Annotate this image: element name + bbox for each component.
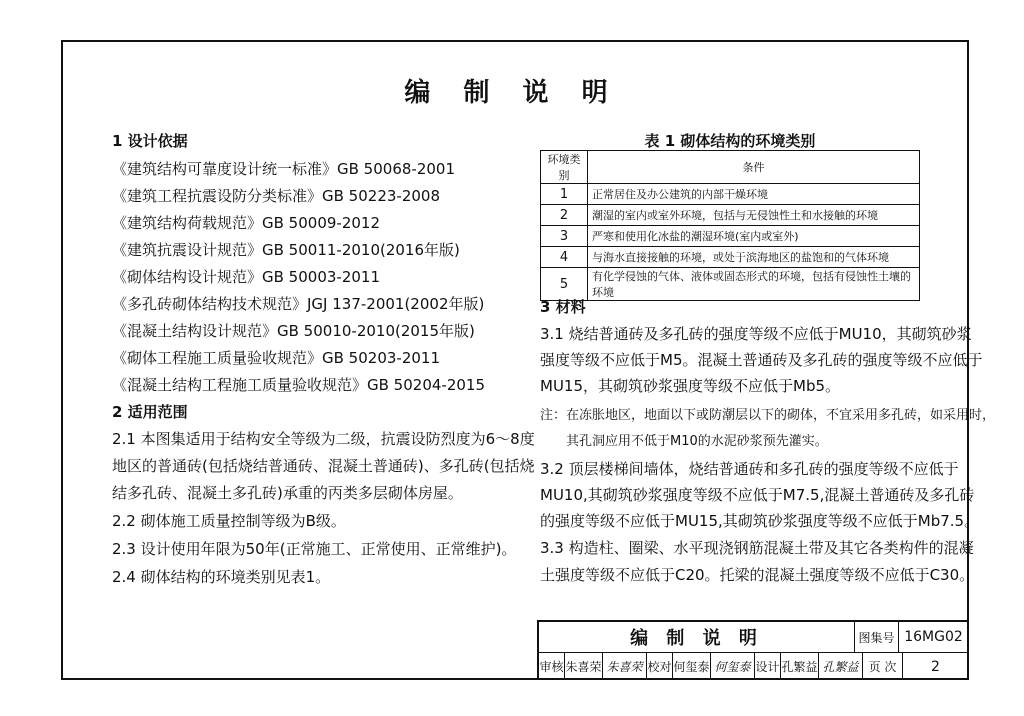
section-heading-materials: 3 材料: [540, 298, 586, 316]
scope-line: 地区的普通砖(包括烧结普通砖、混凝土普通砖)、多孔砖(包括烧: [112, 457, 535, 475]
title-block-title: 编 制 说 明: [539, 622, 855, 652]
table-cell-category: 5: [541, 268, 588, 301]
page-label: 页 次: [863, 653, 903, 680]
scope-line: 2.2 砌体施工质量控制等级为B级。: [112, 512, 346, 530]
table-header-condition: 条件: [588, 151, 920, 184]
table-cell-condition: 与海水直接接触的环境，或处于滨海地区的盐饱和的气体环境: [588, 247, 920, 268]
table-cell-condition: 潮湿的室内或室外环境，包括与无侵蚀性土和水接触的环境: [588, 205, 920, 226]
scope-line: 2.4 砌体结构的环境类别见表1。: [112, 568, 331, 586]
basis-item: 《砌体结构设计规范》GB 50003-2011: [112, 268, 380, 286]
materials-line: 3.2 顶层楼梯间墙体，烧结普通砖和多孔砖的强度等级不应低于: [540, 460, 959, 478]
designer-signature: 孔繁益: [819, 653, 863, 680]
materials-line: 的强度等级不应低于MU15,其砌筑砂浆强度等级不应低于Mb7.5。: [540, 512, 980, 530]
title-block-row: [537, 652, 969, 680]
table-row: [541, 247, 920, 268]
table-row: [541, 205, 920, 226]
table-cell-category: 2: [541, 205, 588, 226]
table-cell-category: 4: [541, 247, 588, 268]
scope-line: 2.1 本图集适用于结构安全等级为二级，抗震设防烈度为6～8度: [112, 430, 535, 448]
reviewer-name: 朱喜荣: [565, 653, 603, 680]
table-row: [541, 226, 920, 247]
table-header-category: 环境类别: [541, 151, 588, 184]
basis-item: 《多孔砖砌体结构技术规范》JGJ 137-2001(2002年版): [112, 295, 485, 313]
review-label: 审核: [539, 653, 565, 680]
scope-line: 2.3 设计使用年限为50年(正常施工、正常使用、正常维护)。: [112, 540, 517, 558]
design-label: 设计: [755, 653, 781, 680]
table-cell-category: 3: [541, 226, 588, 247]
materials-line: 土强度等级不应低于C20。托梁的混凝土强度等级不应低于C30。: [540, 566, 975, 584]
check-label: 校对: [647, 653, 673, 680]
table-cell-condition: 严寒和使用化冰盐的潮湿环境(室内或室外): [588, 226, 920, 247]
materials-line: 3.3 构造柱、圈梁、水平现浇钢筋混凝土带及其它各类构件的混凝: [540, 539, 974, 557]
basis-item: 《混凝土结构工程施工质量验收规范》GB 50204-2015: [112, 376, 485, 394]
table-cell-category: 1: [541, 184, 588, 205]
materials-note: 注：在冻胀地区，地面以下或防潮层以下的砌体，不宜采用多孔砖，如采用时，: [540, 408, 996, 423]
designer-name: 孔繁益: [781, 653, 819, 680]
materials-note: 其孔洞应用不低于M10的水泥砂浆预先灌实。: [566, 434, 828, 449]
scope-line: 结多孔砖、混凝土多孔砖)承重的丙类多层砌体房屋。: [112, 484, 463, 502]
title-block-row: [537, 620, 969, 652]
basis-item: 《建筑抗震设计规范》GB 50011-2010(2016年版): [112, 241, 460, 259]
table-row: [541, 184, 920, 205]
page-title: 编 制 说 明: [404, 78, 620, 108]
checker-signature: 何玺泰: [711, 653, 755, 680]
table-row: [541, 268, 920, 301]
materials-line: 3.1 烧结普通砖及多孔砖的强度等级不应低于MU10，其砌筑砂浆: [540, 325, 972, 343]
environment-table: [540, 150, 920, 301]
materials-line: MU15，其砌筑砂浆强度等级不应低于Mb5。: [540, 377, 841, 395]
page-number: 2: [903, 653, 969, 680]
table-cell-condition: 正常居住及办公建筑的内部干燥环境: [588, 184, 920, 205]
table-caption: 表 1 砌体结构的环境类别: [644, 132, 816, 150]
basis-item: 《混凝土结构设计规范》GB 50010-2010(2015年版): [112, 322, 475, 340]
section-heading-design-basis: 1 设计依据: [112, 132, 188, 150]
atlas-number: 16MG02: [899, 622, 969, 652]
checker-name: 何玺泰: [673, 653, 711, 680]
title-block: [537, 620, 969, 680]
table-header-row: [541, 151, 920, 184]
reviewer-signature: 朱喜荣: [603, 653, 647, 680]
basis-item: 《建筑工程抗震设防分类标准》GB 50223-2008: [112, 187, 440, 205]
section-heading-scope: 2 适用范围: [112, 403, 188, 421]
materials-line: 强度等级不应低于M5。混凝土普通砖及多孔砖的强度等级不应低于: [540, 351, 983, 369]
atlas-number-label: 图集号: [855, 622, 899, 652]
basis-item: 《建筑结构荷载规范》GB 50009-2012: [112, 214, 380, 232]
basis-item: 《砌体工程施工质量验收规范》GB 50203-2011: [112, 349, 440, 367]
basis-item: 《建筑结构可靠度设计统一标准》GB 50068-2001: [112, 160, 455, 178]
materials-line: MU10,其砌筑砂浆强度等级不应低于M7.5,混凝土普通砖及多孔砖: [540, 486, 975, 504]
table-cell-condition: 有化学侵蚀的气体、液体或固态形式的环境，包括有侵蚀性土壤的环境: [588, 268, 920, 301]
